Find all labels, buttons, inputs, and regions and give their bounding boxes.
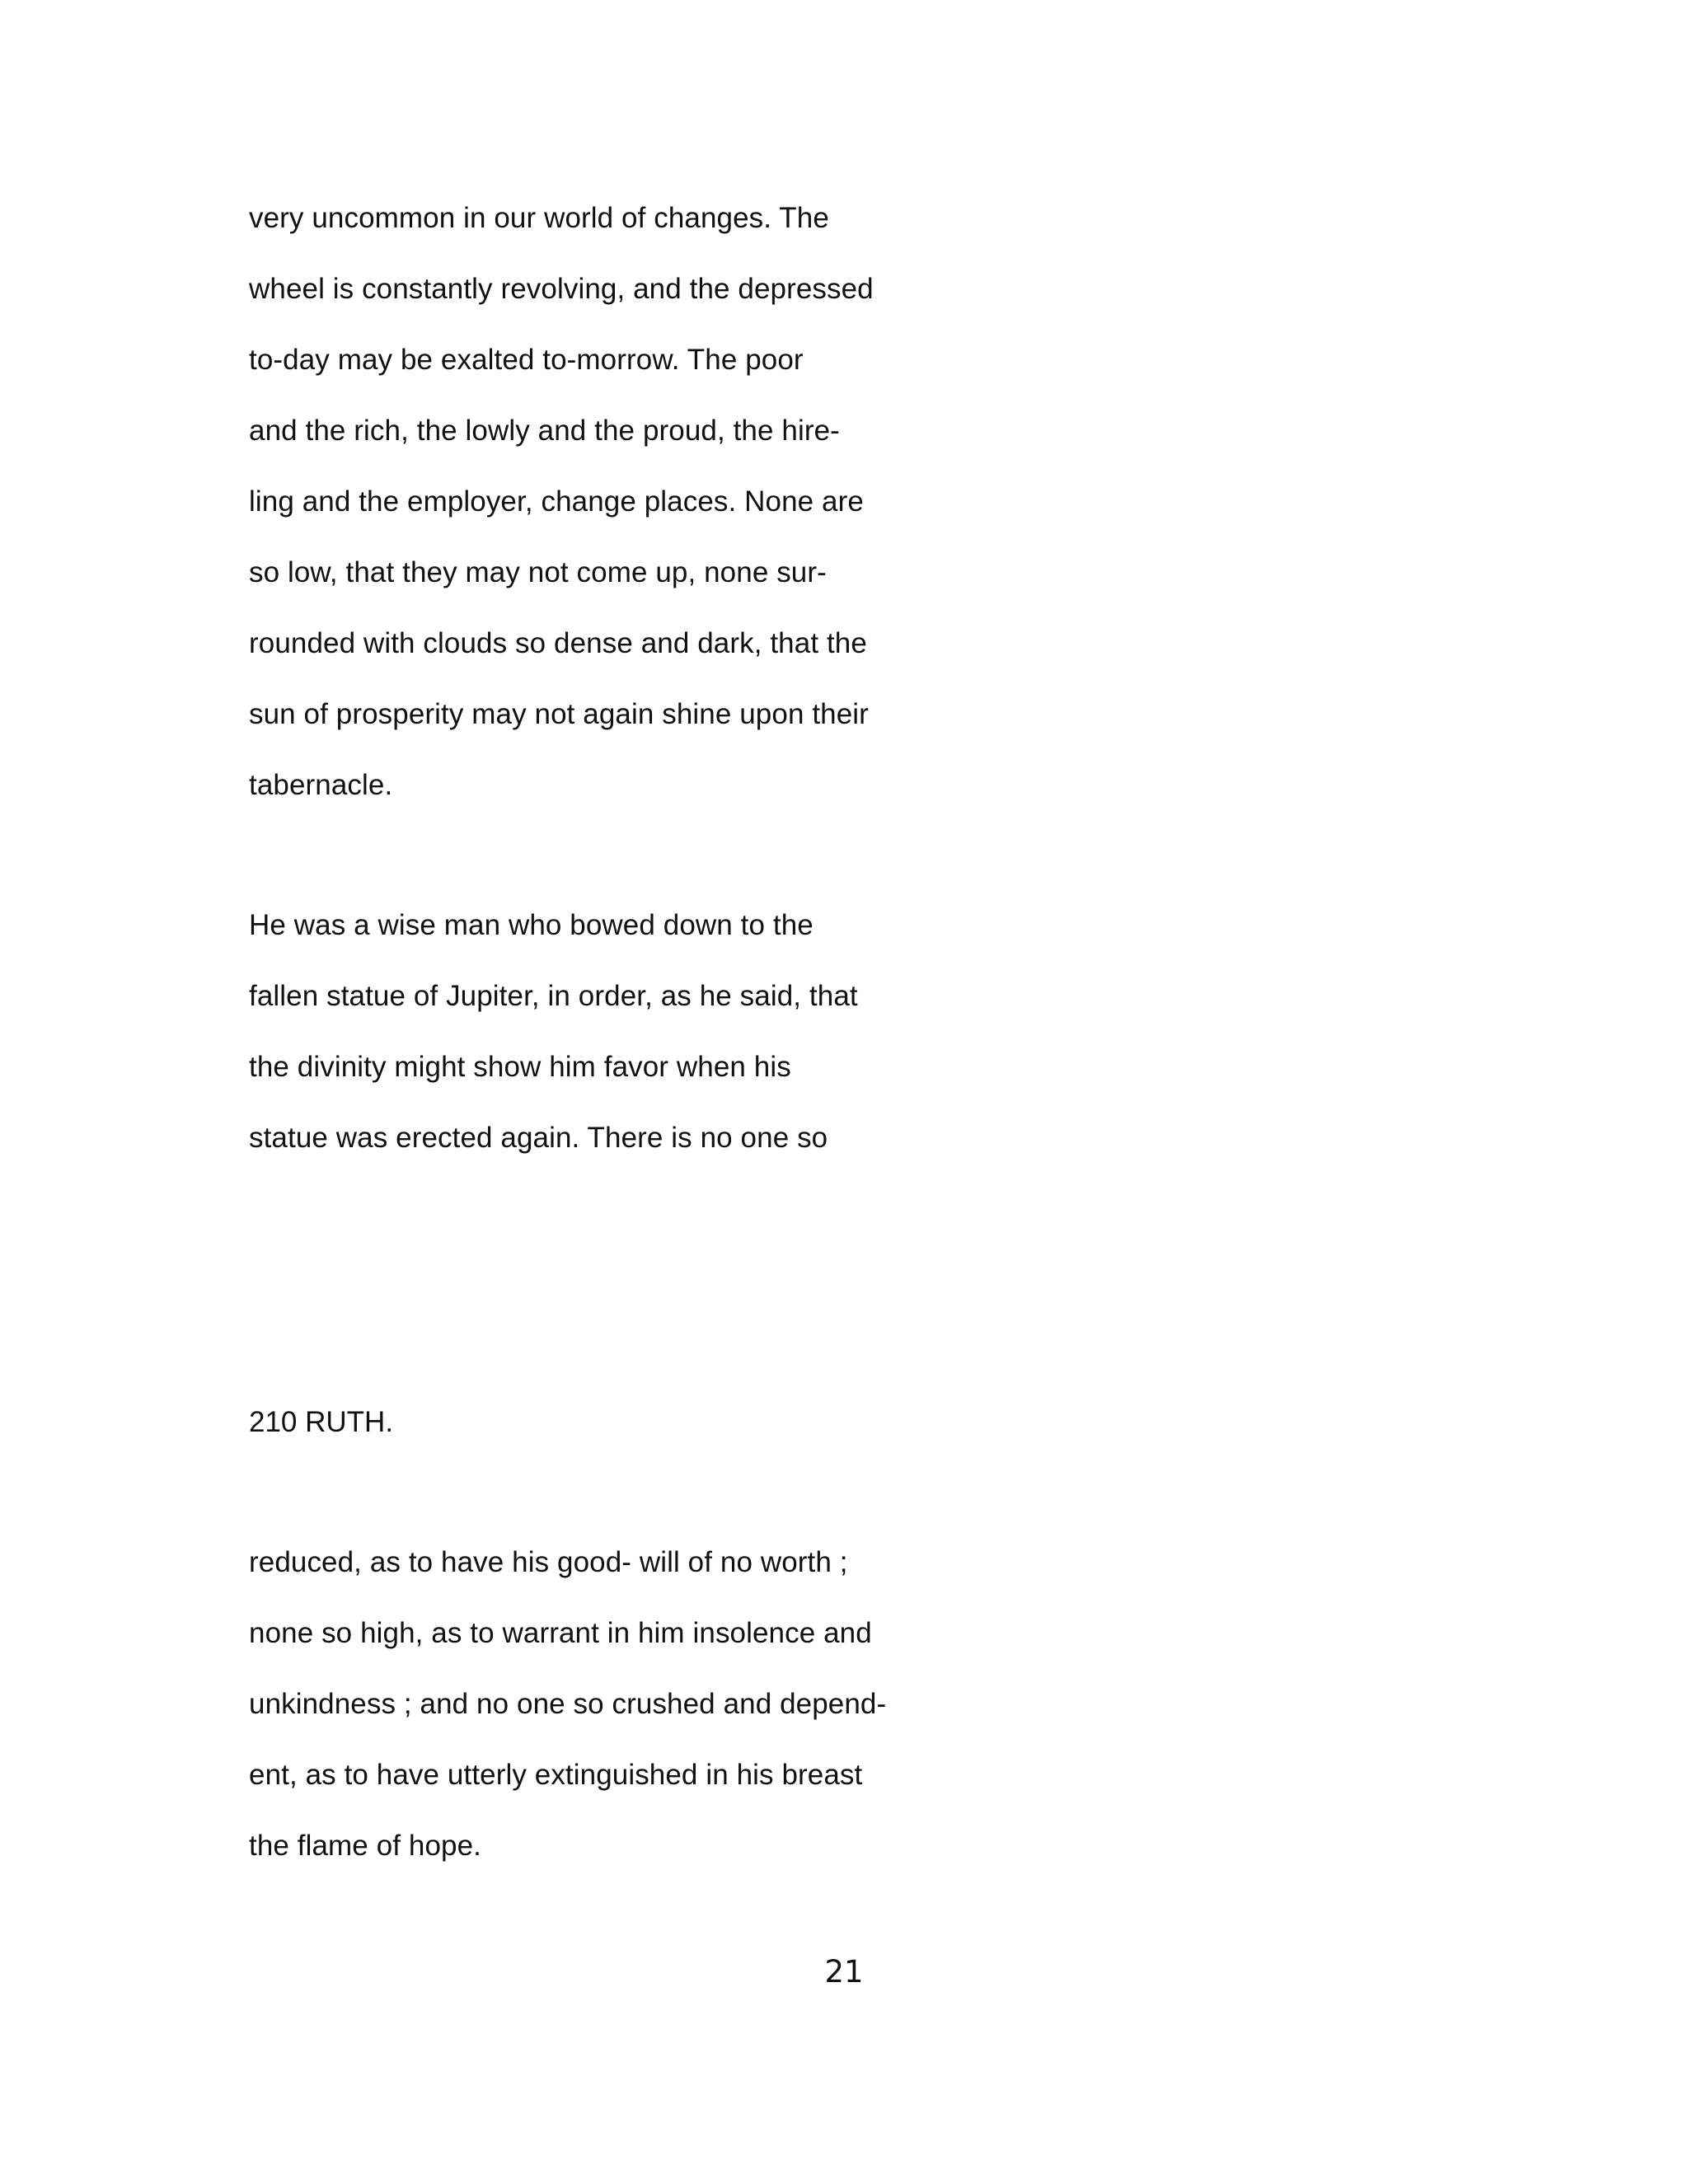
text-line: statue was erected again. There is no one so bbox=[249, 1122, 828, 1154]
text-line: and the rich, the lowly and the proud, the hire- bbox=[249, 415, 840, 447]
paragraph-changes bbox=[249, 183, 908, 821]
text-line: none so high, as to warrant in him insolence and bbox=[249, 1617, 872, 1649]
paragraph-hope bbox=[249, 1527, 908, 1882]
text-line: ling and the employer, change places. None are bbox=[249, 485, 864, 518]
text-line: sun of prosperity may not again shine upon their bbox=[249, 698, 869, 730]
text-line: reduced, as to have his good- will of no worth ; bbox=[249, 1546, 848, 1578]
page-number: 21 bbox=[824, 1954, 864, 1990]
text-line: wheel is constantly revolving, and the depressed bbox=[249, 273, 874, 305]
text-line: ent, as to have utterly extinguished in his breast bbox=[249, 1759, 863, 1791]
text-line: unkindness ; and no one so crushed and depend- bbox=[249, 1688, 887, 1720]
text-line: to-day may be exalted to-morrow. The poor bbox=[249, 344, 804, 376]
paragraph-jupiter bbox=[249, 890, 908, 1174]
text-line: rounded with clouds so dense and dark, that the bbox=[249, 627, 867, 659]
text-line: very uncommon in our world of changes. The bbox=[249, 202, 829, 234]
text-line: He was a wise man who bowed down to the bbox=[249, 909, 814, 941]
text-line: fallen statue of Jupiter, in order, as he said, that bbox=[249, 980, 858, 1012]
running-head: 210 RUTH. bbox=[249, 1406, 394, 1438]
text-line: the divinity might show him favor when his bbox=[249, 1051, 791, 1083]
text-line: so low, that they may not come up, none sur- bbox=[249, 556, 827, 588]
text-line: the flame of hope. bbox=[249, 1830, 481, 1862]
text-line: tabernacle. bbox=[249, 769, 393, 801]
